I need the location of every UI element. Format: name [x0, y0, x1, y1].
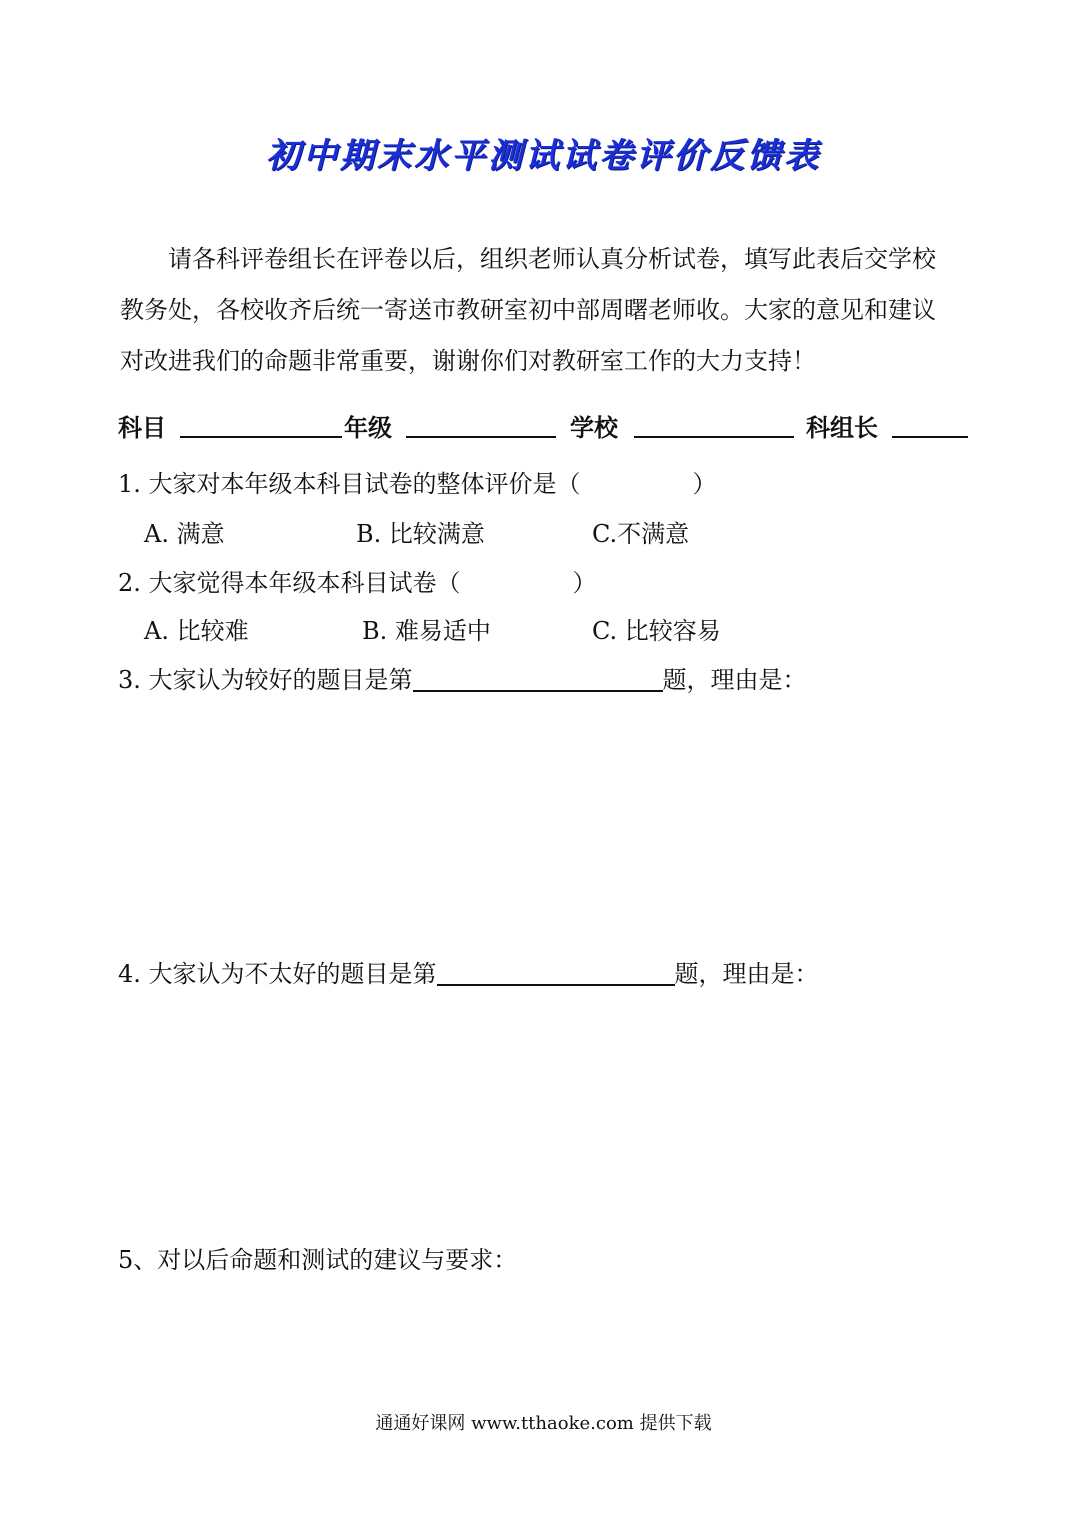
leader-field[interactable]: [892, 436, 968, 438]
question-2-option-a[interactable]: A. 比较难: [144, 617, 249, 645]
question-1-option-a[interactable]: A. 满意: [144, 520, 225, 548]
question-1-close: ）: [692, 470, 717, 498]
question-3-number-field[interactable]: [413, 664, 663, 692]
subject-label: 科目: [118, 414, 166, 442]
question-2: [118, 563, 597, 598]
footer-text: 通通好课网 www.tthaoke.com 提供下载: [375, 1413, 712, 1434]
question-2-text: 2. 大家觉得本年级本科目试卷（: [118, 569, 461, 597]
question-5: 5、对以后命题和测试的建议与要求：: [118, 1246, 518, 1274]
intro-line-1: 请各科评卷组长在评卷以后，组织老师认真分析试卷，填写此表后交学校: [168, 245, 936, 273]
question-5-answer-area[interactable]: [118, 1280, 968, 1390]
school-label: 学校: [570, 414, 618, 442]
intro-line-2: 教务处，各校收齐后统一寄送市教研室初中部周曙老师收。大家的意见和建议: [120, 296, 936, 324]
question-3-suffix: 题，理由是：: [662, 666, 807, 694]
question-4-reason-area[interactable]: [118, 994, 968, 1224]
school-field[interactable]: [634, 436, 794, 438]
page-title: 初中期末水平测试试卷评价反馈表: [266, 136, 821, 176]
question-1-option-b[interactable]: B. 比较满意: [356, 520, 485, 548]
intro-line-3: 对改进我们的命题非常重要，谢谢你们对教研室工作的大力支持！: [120, 347, 816, 375]
question-1: [118, 464, 717, 499]
question-4-suffix: 题，理由是：: [674, 960, 819, 988]
leader-label: 科组长: [806, 414, 878, 442]
question-2-option-c[interactable]: C. 比较容易: [592, 617, 721, 645]
grade-field[interactable]: [406, 436, 556, 438]
question-3-reason-area[interactable]: [118, 700, 968, 940]
subject-field[interactable]: [180, 436, 342, 438]
question-2-option-b[interactable]: B. 难易适中: [362, 617, 491, 645]
question-2-close: ）: [572, 569, 597, 597]
question-3-prefix: 3. 大家认为较好的题目是第: [118, 666, 413, 694]
question-4-number-field[interactable]: [437, 958, 675, 986]
question-1-text: 1. 大家对本年级本科目试卷的整体评价是（: [118, 470, 581, 498]
question-1-option-c[interactable]: C.不满意: [592, 520, 690, 548]
info-fields-row: [118, 404, 978, 444]
question-4-prefix: 4. 大家认为不太好的题目是第: [118, 960, 437, 988]
question-3: [118, 660, 807, 695]
question-4: [118, 954, 819, 989]
intro-paragraph: [120, 234, 970, 387]
grade-label: 年级: [344, 414, 392, 442]
